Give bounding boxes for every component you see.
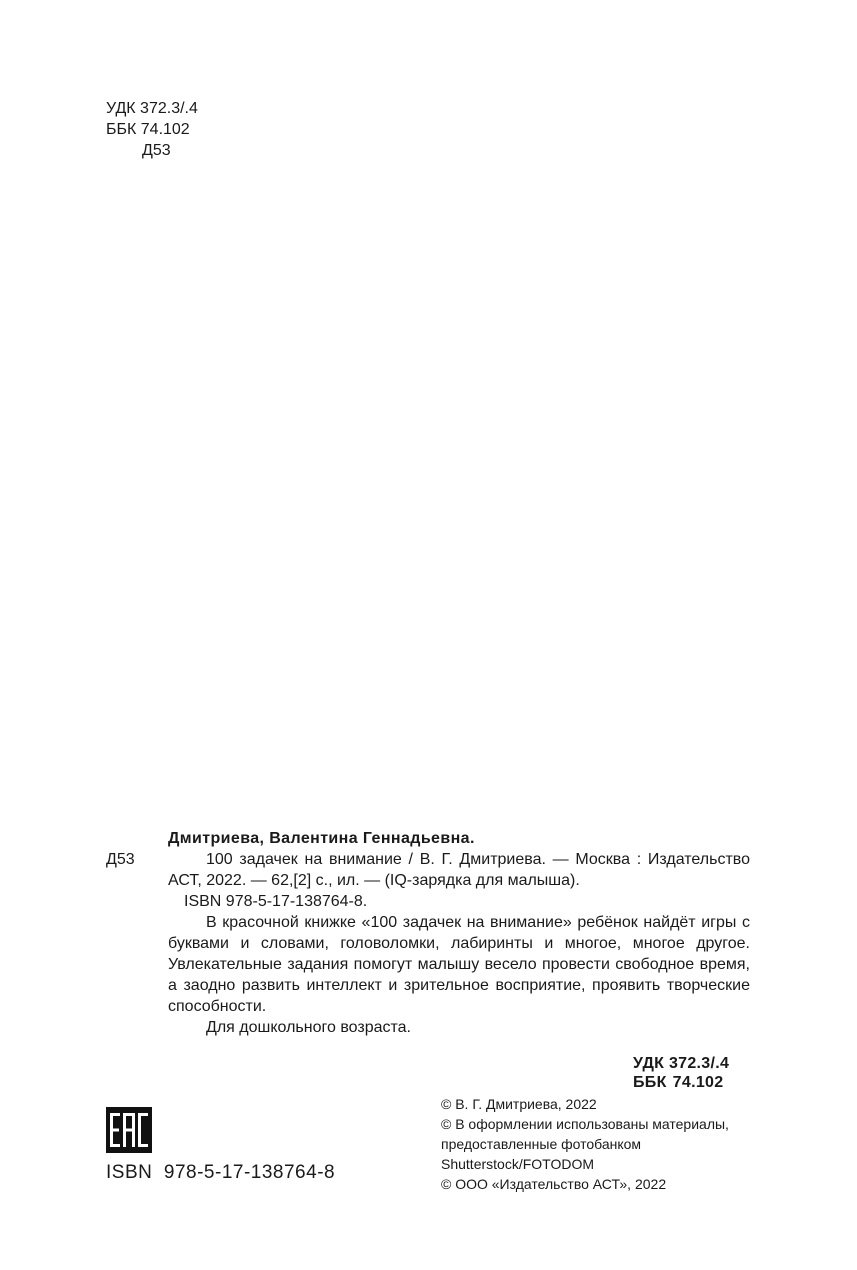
bbk-code-bold — [633, 1073, 729, 1092]
eac-conformity-mark-icon — [106, 1107, 152, 1153]
right-classification-codes — [633, 1054, 729, 1092]
entry-age-rating: Для дошкольного возраста. — [206, 1019, 411, 1036]
top-classification-codes — [106, 98, 198, 161]
bbk-value: 74.102 — [672, 1074, 724, 1091]
copyright-line: предоставленные фотобанком — [441, 1136, 642, 1152]
copyright-block — [441, 1094, 729, 1194]
entry-main-row — [106, 849, 750, 1038]
udk-code: УДК 372.3/.4 — [106, 100, 198, 117]
udk-code-bold: УДК 372.3/.4 — [633, 1055, 730, 1072]
entry-bibliographic-description: 100 задачек на внимание / В. Г. Дмитриева. — Москва : Издательство АСТ, 2022. — 62,[2] с., ил. — (IQ-зарядка для малыша). — [168, 851, 750, 889]
bbk-code: ББК 74.102 — [106, 121, 190, 138]
isbn-bottom: ISBN 978-5-17-138764-8 — [106, 1162, 336, 1183]
entry-author: Дмитриева, Валентина Геннадьевна. — [168, 830, 475, 847]
bbk-label: ББК — [633, 1074, 667, 1091]
copyright-line: © ООО «Издательство АСТ», 2022 — [441, 1176, 667, 1192]
copyright-line: © В оформлении использованы материалы, — [441, 1116, 729, 1132]
entry-author-mark: Д53 — [106, 851, 135, 868]
copyright-line: © В. Г. Дмитриева, 2022 — [441, 1096, 597, 1112]
copyright-line: Shutterstock/FOTODOM — [441, 1156, 594, 1172]
entry-isbn: ISBN 978-5-17-138764-8. — [184, 893, 368, 910]
author-mark: Д53 — [142, 142, 171, 159]
bibliographic-entry — [106, 828, 750, 1038]
entry-annotation: В красочной книжке «100 задачек на внимание» ребёнок найдёт игры с буквами и словами, головоломки, лабиринты и многое, многое другое. Увлекательные задания помогут малышу весело провести свободное время, а заодно развить интеллект и зрительное восприятие, проявить творческие способности. — [168, 914, 750, 1015]
